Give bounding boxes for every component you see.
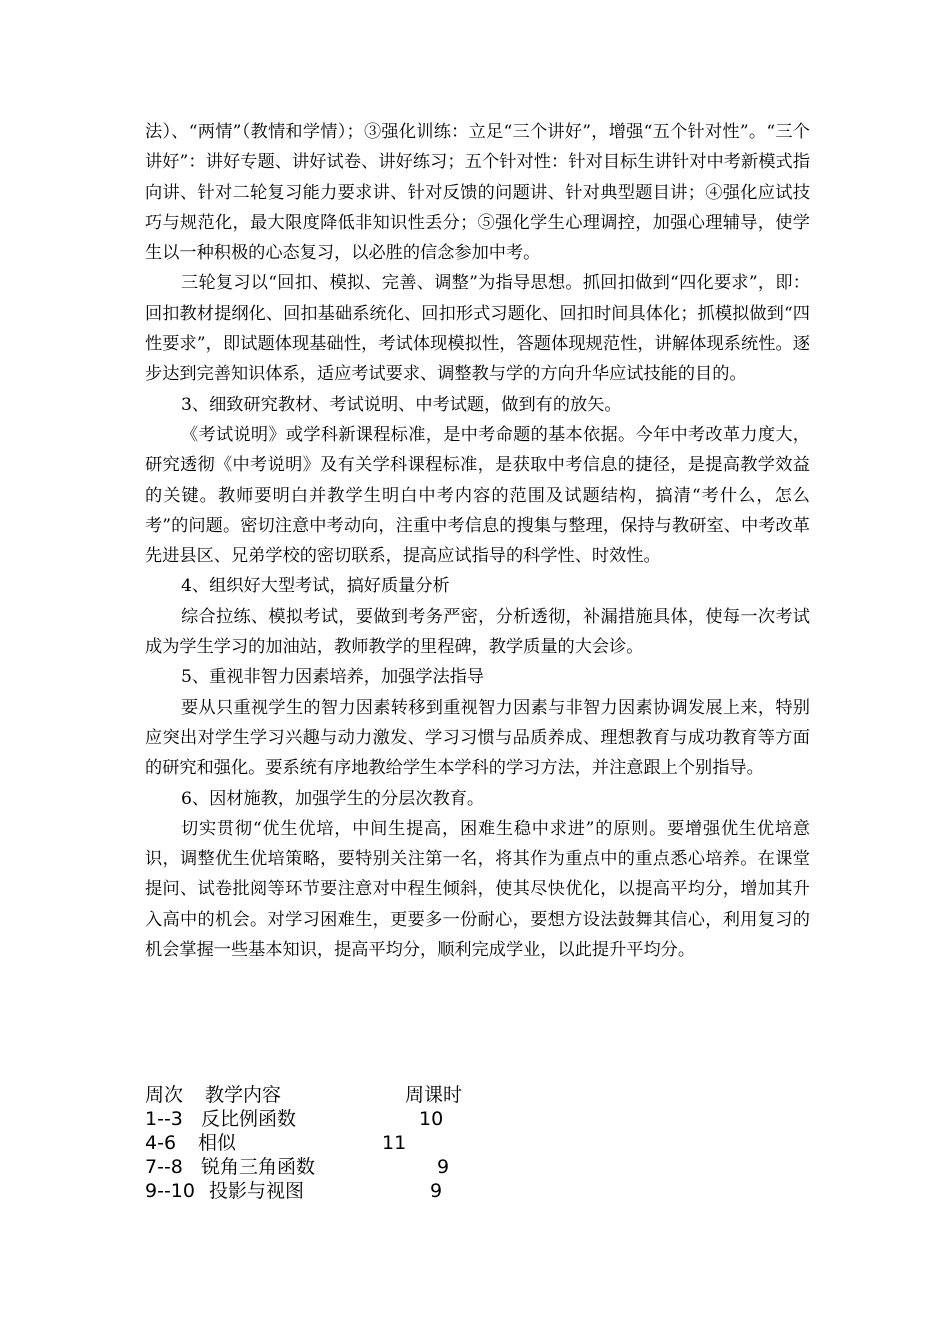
cell-week: 9--10 [145,1180,195,1202]
paragraph-mock-exams: 综合拉练、模拟考试，要做到考务严密，分析透彻，补漏措施具体，使每一次考试成为学生学习的加油站，教师教学的里程碑，教学质量的大会诊。 [145,606,810,658]
cell-content: 反比例函数 [201,1108,297,1130]
schedule-row [145,1131,645,1155]
schedule-row [145,1179,645,1203]
paragraph-tiered-teaching: 切实贯彻“优生优培，中间生提高，困难生稳中求进”的原则。要增强优生优培意识，调整优生优培策略，要特别关注第一名，将其作为重点中的重点悉心培养。在课堂提问、试卷批阅等环节要注意对中程生倾斜，使其尽快优化，以提高平均分，增加其升入高中的机会。对学习困难生，更要多一份耐心，要想方设法鼓舞其信心，利用复习的机会掌握一些基本知识，提高平均分，顺利完成学业，以此提升平均分。 [145,818,810,961]
cell-hours: 11 [382,1132,407,1154]
cell-week: 7--8 [145,1156,183,1178]
heading-item-3: 3、细致研究教材、考试说明、中考试题，做到有的放矢。 [181,394,622,415]
cell-week: 1--3 [145,1108,183,1130]
schedule-table [145,1083,645,1203]
cell-week: 4-6 [145,1132,177,1154]
heading-item-5: 5、重视非智力因素培养，加强学法指导 [181,667,485,688]
cell-hours: 10 [419,1108,444,1130]
cell-hours: 9 [430,1180,443,1202]
cell-content: 锐角三角函数 [201,1156,316,1178]
heading-item-4: 4、组织好大型考试，搞好质量分析 [181,576,450,597]
header-content: 教学内容 [205,1084,282,1106]
schedule-row [145,1107,645,1131]
paragraph-review-phase3: 三轮复习以“回扣、模拟、完善、调整”为指导思想。抓回扣做到“四化要求”，即：回扣教材提纲化、回扣基础系统化、回扣形式习题化、回扣时间具体化；抓模拟做到“四性要求”，即试题体现基础性，考试体现模拟性，答题体现规范性，讲解体现系统性。逐步达到完善知识体系，适应考试要求、调整教与学的方向升华应试技能的目的。 [145,273,810,385]
header-hours: 周课时 [405,1084,463,1106]
paragraph-exam-guidance: 《考试说明》或学科新课程标准，是中考命题的基本依据。今年中考改革力度大，研究透彻《中考说明》及有关学科课程标准，是获取中考信息的捷径，是提高教学效益的关键。教师要明白并教学生明白中考内容的范围及试题结构，搞清“考什么，怎么考”的问题。密切注意中考动向，注重中考信息的搜集与整理，保持与教研室、中考改革先进县区、兄弟学校的密切联系，提高应试指导的科学性、时效性。 [145,424,810,567]
paragraph-review-phase2-continued: 法）、“两情”（教情和学情）；③强化训练：立足“三个讲好”，增强“五个针对性”。“三个讲好”：讲好专题、讲好试卷、讲好练习；五个针对性：针对目标生讲针对中考新模式指向讲、针对二轮复习能力要求讲、针对反馈的问题讲、针对典型题目讲；④强化应试技巧与规范化，最大限度降低非知识性丢分；⑤强化学生心理调控，加强心理辅导，使学生以一种积极的心态复习，以必胜的信念参加中考。 [145,122,810,264]
cell-hours: 9 [437,1156,450,1178]
cell-content: 相似 [198,1132,237,1154]
heading-item-6: 6、因材施教，加强学生的分层次教育。 [181,788,485,809]
schedule-header-row [145,1083,645,1107]
body-text [145,117,810,965]
header-week: 周次 [145,1084,184,1106]
cell-content: 投影与视图 [209,1180,305,1202]
schedule-row [145,1155,645,1179]
paragraph-non-intellectual: 要从只重视学生的智力因素转移到重视智力因素与非智力因素协调发展上来，特别应突出对学生学习兴趣与动力激发、学习习惯与品质养成、理想教育与成功教育等方面的研究和强化。要系统有序地教给学生本学科的学习方法，并注意跟上个别指导。 [145,697,810,779]
